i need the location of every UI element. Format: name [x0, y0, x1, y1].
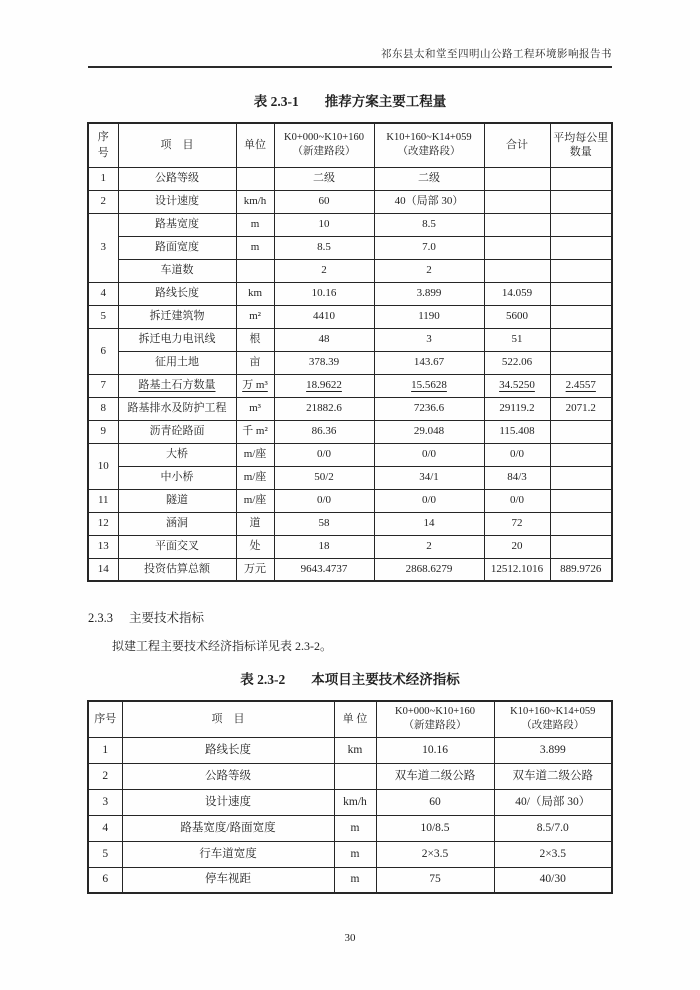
cell-item: 路基土石方数量: [118, 374, 236, 397]
cell-seg1: 60: [376, 789, 494, 815]
cell-item: 路基排水及防护工程: [118, 397, 236, 420]
section-title: 主要技术指标: [129, 611, 205, 625]
cell-item: 征用土地: [118, 351, 236, 374]
segment2-type: （改建路段）: [397, 146, 461, 158]
cell-total: 12512.1016: [484, 558, 550, 581]
cell-no: 5: [88, 841, 122, 867]
table-row: [88, 374, 612, 397]
cell-seg1: 4410: [274, 305, 374, 328]
table1-caption: [0, 90, 700, 110]
cell-seg1: 2: [274, 259, 374, 282]
cell-seg1: 18.9622: [274, 374, 374, 397]
cell-total: 34.5250: [484, 374, 550, 397]
cell-item: 路线长度: [122, 737, 334, 763]
col-header-total: 合计: [484, 123, 550, 167]
cell-item: 行车道宽度: [122, 841, 334, 867]
cell-seg1: 10/8.5: [376, 815, 494, 841]
cell-seg2: 7236.6: [374, 397, 484, 420]
cell-seg1: 50/2: [274, 466, 374, 489]
cell-unit: m: [236, 213, 274, 236]
cell-no: 1: [88, 167, 118, 190]
cell-seg1: 10: [274, 213, 374, 236]
cell-unit: 千 m²: [236, 420, 274, 443]
cell-item: 中小桥: [118, 466, 236, 489]
segment1-type: （新建路段）: [292, 146, 356, 158]
cell-item: 隧道: [118, 489, 236, 512]
col-header-segment2: [494, 701, 612, 737]
cell-perkm: [550, 328, 612, 351]
table-header-row: [88, 123, 612, 167]
table1-caption-title: 推荐方案主要工程量: [324, 94, 447, 109]
cell-no: 10: [88, 443, 118, 489]
cell-no: 4: [88, 815, 122, 841]
cell-seg2: 2: [374, 259, 484, 282]
cell-no: 12: [88, 512, 118, 535]
cell-unit: [236, 259, 274, 282]
cell-item: 涵洞: [118, 512, 236, 535]
table2-caption-title: 本项目主要技术经济指标: [311, 672, 460, 687]
cell-item: 路基宽度: [118, 213, 236, 236]
cell-perkm: 2071.2: [550, 397, 612, 420]
cell-unit: m: [334, 815, 376, 841]
cell-unit: m/座: [236, 466, 274, 489]
cell-seg2: 0/0: [374, 443, 484, 466]
cell-no: 9: [88, 420, 118, 443]
header-title: 祁东县太和堂至四明山公路工程环境影响报告书: [381, 49, 612, 60]
table-row: [88, 815, 612, 841]
cell-total: [484, 213, 550, 236]
cell-item: 拆迁建筑物: [118, 305, 236, 328]
col-header-unit: 单 位: [334, 701, 376, 737]
body-paragraph: 拟建工程主要技术经济指标详见表 2.3-2。: [112, 639, 332, 653]
cell-unit: 处: [236, 535, 274, 558]
table-row: [88, 282, 612, 305]
cell-seg1: 18: [274, 535, 374, 558]
table-row: [88, 512, 612, 535]
table-row: [88, 351, 612, 374]
cell-seg1: 二级: [274, 167, 374, 190]
table-row: [88, 489, 612, 512]
cell-unit: 万元: [236, 558, 274, 581]
cell-perkm: [550, 282, 612, 305]
cell-total: 115.408: [484, 420, 550, 443]
table-row: [88, 328, 612, 351]
cell-seg1: 86.36: [274, 420, 374, 443]
cell-item: 停车视距: [122, 867, 334, 893]
cell-no: 3: [88, 213, 118, 282]
cell-perkm: [550, 213, 612, 236]
cell-unit: m: [236, 236, 274, 259]
cell-seg2: 8.5/7.0: [494, 815, 612, 841]
table-tech-indicators: [87, 700, 613, 894]
cell-seg1: 378.39: [274, 351, 374, 374]
cell-no: 6: [88, 867, 122, 893]
cell-seg2: 15.5628: [374, 374, 484, 397]
cell-unit: m²: [236, 305, 274, 328]
cell-unit: 道: [236, 512, 274, 535]
cell-unit: 万 m³: [236, 374, 274, 397]
col-header-item: 项 目: [118, 123, 236, 167]
cell-seg2: 3.899: [494, 737, 612, 763]
cell-item: 路面宽度: [118, 236, 236, 259]
cell-seg2: 14: [374, 512, 484, 535]
cell-perkm: [550, 443, 612, 466]
cell-seg1: 9643.4737: [274, 558, 374, 581]
cell-seg2: 34/1: [374, 466, 484, 489]
cell-seg1: 0/0: [274, 443, 374, 466]
cell-seg1: 75: [376, 867, 494, 893]
cell-seg2: 2×3.5: [494, 841, 612, 867]
cell-no: 11: [88, 489, 118, 512]
table1-caption-label: 表 2.3-1: [253, 94, 299, 109]
cell-seg2: 40/30: [494, 867, 612, 893]
segment1-range: K0+000~K10+160: [284, 132, 364, 144]
cell-perkm: [550, 259, 612, 282]
table-row: [88, 737, 612, 763]
table-row: [88, 789, 612, 815]
cell-no: 8: [88, 397, 118, 420]
page-number: 30: [344, 932, 356, 944]
table-row: [88, 397, 612, 420]
cell-no: 2: [88, 190, 118, 213]
cell-seg2: 双车道二级公路: [494, 763, 612, 789]
table-row: [88, 443, 612, 466]
cell-total: 0/0: [484, 489, 550, 512]
cell-seg1: 0/0: [274, 489, 374, 512]
cell-unit: km/h: [236, 190, 274, 213]
page-header: [88, 46, 612, 68]
cell-item: 公路等级: [118, 167, 236, 190]
cell-seg2: 40/（局部 30）: [494, 789, 612, 815]
cell-item: 平面交叉: [118, 535, 236, 558]
cell-unit: km/h: [334, 789, 376, 815]
cell-seg1: 10.16: [376, 737, 494, 763]
section-number: 2.3.3: [88, 611, 113, 625]
cell-seg2: 7.0: [374, 236, 484, 259]
cell-seg2: 0/0: [374, 489, 484, 512]
col-header-unit: 单位: [236, 123, 274, 167]
cell-total: 72: [484, 512, 550, 535]
cell-perkm: [550, 489, 612, 512]
segment2-type: （改建路段）: [521, 720, 585, 732]
segment1-type: （新建路段）: [403, 720, 467, 732]
table-row: [88, 305, 612, 328]
cell-no: 7: [88, 374, 118, 397]
cell-seg2: 1190: [374, 305, 484, 328]
col-header-item: 项 目: [122, 701, 334, 737]
cell-item: 车道数: [118, 259, 236, 282]
cell-seg1: 60: [274, 190, 374, 213]
cell-perkm: [550, 236, 612, 259]
table2-caption: [0, 668, 700, 688]
cell-total: 522.06: [484, 351, 550, 374]
cell-perkm: 889.9726: [550, 558, 612, 581]
cell-perkm: [550, 190, 612, 213]
cell-no: 2: [88, 763, 122, 789]
cell-item: 设计速度: [122, 789, 334, 815]
segment2-range: K10+160~K14+059: [510, 706, 596, 718]
cell-seg1: 58: [274, 512, 374, 535]
cell-unit: m³: [236, 397, 274, 420]
table-row: [88, 867, 612, 893]
col-header-segment2: [374, 123, 484, 167]
cell-seg2: 143.67: [374, 351, 484, 374]
cell-seg2: 2: [374, 535, 484, 558]
table-row: [88, 420, 612, 443]
cell-item: 路线长度: [118, 282, 236, 305]
cell-total: 51: [484, 328, 550, 351]
segment1-range: K0+000~K10+160: [395, 706, 475, 718]
cell-no: 6: [88, 328, 118, 374]
cell-unit: m/座: [236, 443, 274, 466]
cell-total: [484, 259, 550, 282]
cell-seg2: 8.5: [374, 213, 484, 236]
table-header-row: [88, 701, 612, 737]
cell-item: 路基宽度/路面宽度: [122, 815, 334, 841]
cell-item: 拆迁电力电讯线: [118, 328, 236, 351]
col-header-per-km: 平均每公里数量: [550, 123, 612, 167]
cell-item: 投资估算总额: [118, 558, 236, 581]
cell-seg2: 40（局部 30）: [374, 190, 484, 213]
segment2-range: K10+160~K14+059: [386, 132, 472, 144]
cell-no: 3: [88, 789, 122, 815]
cell-seg2: 2868.6279: [374, 558, 484, 581]
cell-total: 29119.2: [484, 397, 550, 420]
table-row: [88, 167, 612, 190]
col-header-segment1: [376, 701, 494, 737]
cell-unit: 亩: [236, 351, 274, 374]
cell-unit: m/座: [236, 489, 274, 512]
cell-perkm: [550, 466, 612, 489]
cell-total: [484, 190, 550, 213]
cell-seg1: 8.5: [274, 236, 374, 259]
table-row: [88, 213, 612, 236]
cell-no: 5: [88, 305, 118, 328]
cell-perkm: [550, 167, 612, 190]
cell-unit: m: [334, 841, 376, 867]
cell-seg2: 3.899: [374, 282, 484, 305]
cell-unit: km: [334, 737, 376, 763]
table-main-quantities: [87, 122, 613, 582]
table-row: [88, 259, 612, 282]
cell-total: 0/0: [484, 443, 550, 466]
col-header-no-label: 序号: [97, 130, 109, 160]
cell-perkm: [550, 535, 612, 558]
cell-unit: [236, 167, 274, 190]
cell-unit: 根: [236, 328, 274, 351]
table2-caption-label: 表 2.3-2: [240, 672, 286, 687]
table-row: [88, 841, 612, 867]
cell-total: [484, 167, 550, 190]
cell-item: 大桥: [118, 443, 236, 466]
cell-seg2: 29.048: [374, 420, 484, 443]
cell-total: [484, 236, 550, 259]
table-row: [88, 558, 612, 581]
col-header-no: 序号: [88, 701, 122, 737]
cell-perkm: [550, 420, 612, 443]
cell-total: 14.059: [484, 282, 550, 305]
col-header-no: [88, 123, 118, 167]
cell-seg2: 二级: [374, 167, 484, 190]
cell-total: 20: [484, 535, 550, 558]
cell-unit: m: [334, 867, 376, 893]
cell-item: 沥青砼路面: [118, 420, 236, 443]
cell-seg1: 2×3.5: [376, 841, 494, 867]
cell-total: 5600: [484, 305, 550, 328]
cell-no: 4: [88, 282, 118, 305]
cell-perkm: [550, 305, 612, 328]
table-row: [88, 535, 612, 558]
table-row: [88, 236, 612, 259]
cell-no: 13: [88, 535, 118, 558]
section-heading: [88, 608, 612, 626]
cell-seg1: 21882.6: [274, 397, 374, 420]
cell-seg1: 48: [274, 328, 374, 351]
cell-seg1: 10.16: [274, 282, 374, 305]
cell-perkm: [550, 512, 612, 535]
col-header-segment1: [274, 123, 374, 167]
table-row: [88, 190, 612, 213]
cell-perkm: 2.4557: [550, 374, 612, 397]
table-row: [88, 466, 612, 489]
table-row: [88, 763, 612, 789]
cell-unit: [334, 763, 376, 789]
cell-unit: km: [236, 282, 274, 305]
cell-seg1: 双车道二级公路: [376, 763, 494, 789]
cell-perkm: [550, 351, 612, 374]
cell-seg2: 3: [374, 328, 484, 351]
cell-total: 84/3: [484, 466, 550, 489]
cell-item: 设计速度: [118, 190, 236, 213]
cell-no: 14: [88, 558, 118, 581]
cell-item: 公路等级: [122, 763, 334, 789]
cell-no: 1: [88, 737, 122, 763]
